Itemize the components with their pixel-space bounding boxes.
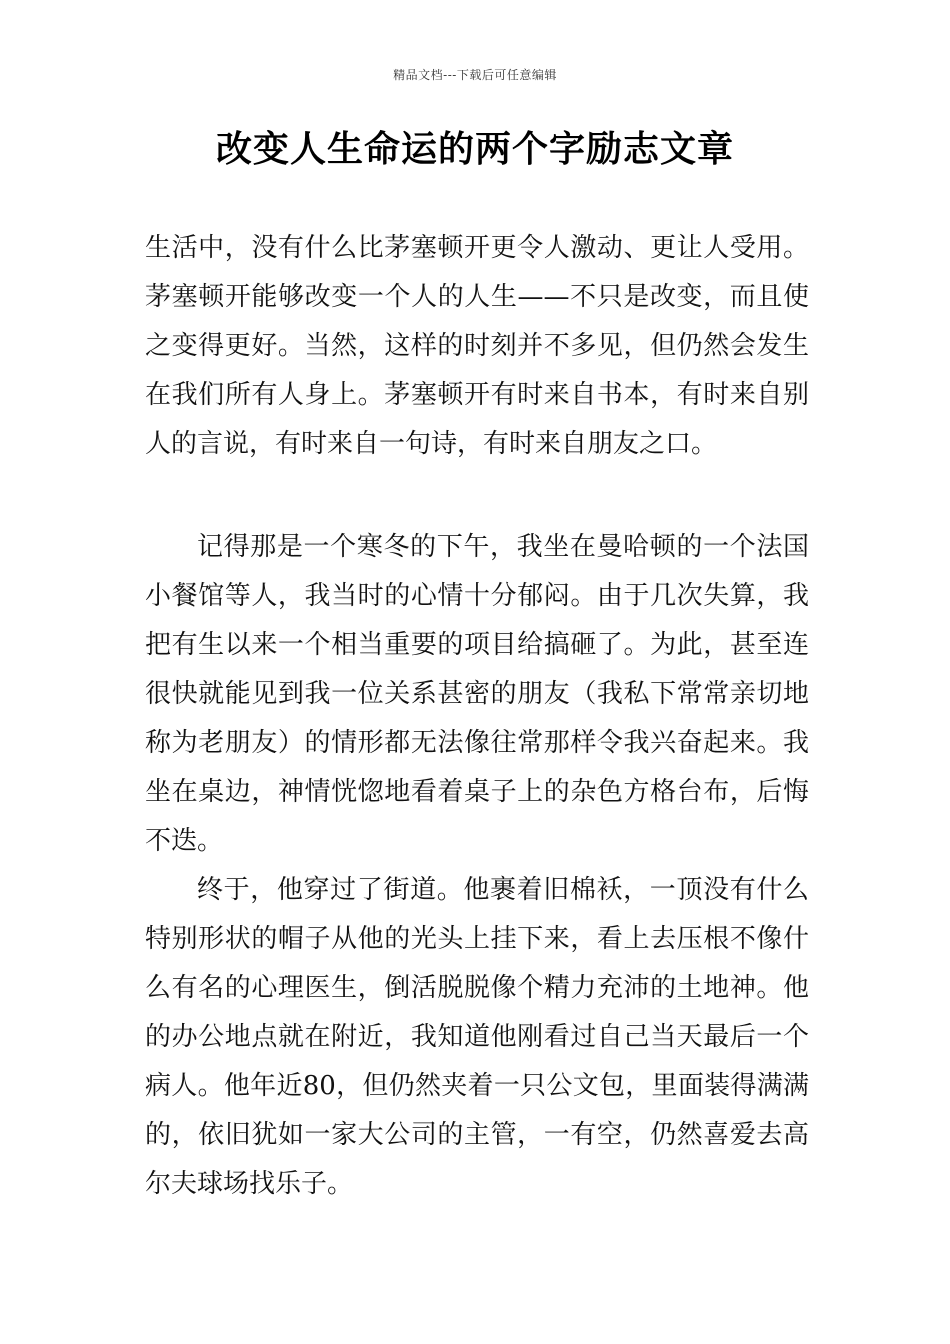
document-title: 改变人生命运的两个字励志文章: [215, 129, 734, 170]
paragraph-gap: [145, 469, 809, 523]
paragraph-1: 生活中，没有什么比茅塞顿开更令人激动、更让人受用。茅塞顿开能够改变一个人的人生——不只是改变，而且使之变得更好。当然，这样的时刻并不多见，但仍然会发生在我们所有人身上。茅塞顿开有时来自书本，有时来自别人的言说，有时来自一句诗，有时来自朋友之口。: [145, 233, 809, 459]
header-note: 精品文档---下载后可任意编辑: [393, 68, 557, 82]
document-body: [145, 224, 809, 1209]
paragraph-3: 终于，他穿过了街道。他裹着旧棉袄，一顶没有什么特别形状的帽子从他的光头上挂下来，看上去压根不像什么有名的心理医生，倒活脱脱像个精力充沛的土地神。他的办公地点就在附近，我知道他刚看过自己当天最后一个病人。他年近80，但仍然夹着一只公文包，里面装得满满的，依旧犹如一家大公司的主管，一有空，仍然喜爱去高尔夫球场找乐子。: [145, 875, 809, 1199]
paragraph-2: 记得那是一个寒冬的下午，我坐在曼哈顿的一个法国小餐馆等人，我当时的心情十分郁闷。由于几次失算，我把有生以来一个相当重要的项目给搞砸了。为此，甚至连很快就能见到我一位关系甚密的朋友（我私下常常亲切地称为老朋友）的情形都无法像往常那样令我兴奋起来。我坐在桌边，神情恍惚地看着桌子上的杂色方格台布，后悔不迭。: [145, 532, 809, 856]
